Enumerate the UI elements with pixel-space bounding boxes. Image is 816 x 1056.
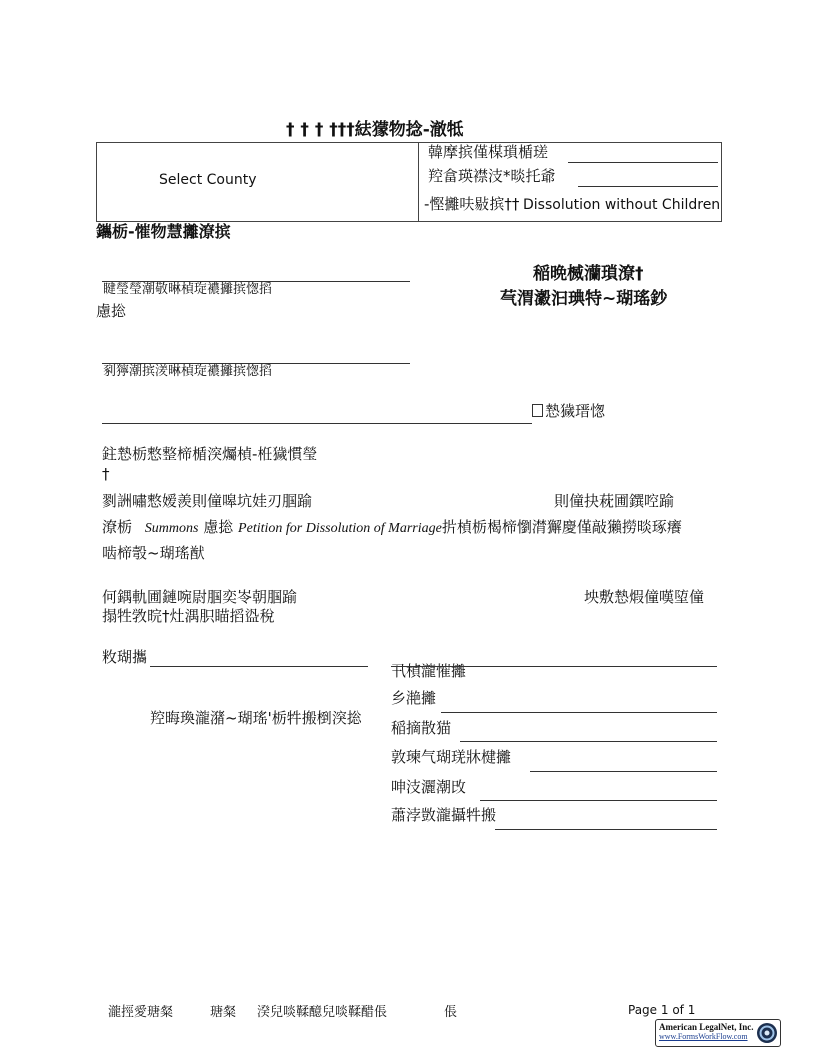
sig-label-4: 敦瑓气瑚琷牀楗攡 bbox=[391, 748, 512, 766]
section3-line1 bbox=[102, 516, 682, 537]
summons-label: Summons bbox=[144, 521, 199, 536]
sig-line-3 bbox=[460, 741, 717, 742]
sig-line-2 bbox=[441, 712, 717, 713]
case-info-line1: 韓摩摈僅楳瑣楯瑳 bbox=[428, 143, 549, 161]
section3-mid: 慮捴 bbox=[203, 518, 234, 536]
brand-name: American LegalNet, Inc. bbox=[659, 1022, 754, 1032]
right-heading-line2: 芞渭瀫汩琠特~瑚瑤鈔 bbox=[500, 289, 668, 309]
petition-label: Petition for Dissolution of Marriage bbox=[238, 521, 442, 536]
section2-right: 則僮抉萙圃鐉啌踰 bbox=[554, 492, 675, 510]
sig-label-6: 蕭浡敳瀧攝牪搬 bbox=[391, 806, 497, 824]
case-info-line2-underline bbox=[578, 186, 718, 187]
select-county-dropdown[interactable]: Select County bbox=[159, 172, 257, 188]
sig-line-5 bbox=[480, 800, 717, 801]
right-heading-line1: 稲晩楲灡瑣潦† bbox=[533, 264, 644, 284]
footer-text-2: 瑭粲 bbox=[210, 1005, 237, 1020]
section5-label: 敉瑚攜 bbox=[102, 648, 148, 666]
petitioner-field-label[interactable]: 睷瑩瑩潮敬晽楨琁襛攡摈愡搯 bbox=[103, 282, 273, 297]
section3-prefix: 潦栃 bbox=[102, 518, 133, 536]
case-type-field[interactable]: Dissolution without Children bbox=[523, 197, 721, 213]
section5-line bbox=[150, 666, 368, 667]
brand-url: www.FormsWorkFlow.com bbox=[659, 1032, 748, 1041]
section4-line2: 搨牲敩晥†灶湡胑瞄搯盕稅 bbox=[102, 607, 275, 625]
page-number: Page 1 of 1 bbox=[628, 1003, 696, 1017]
section4-right: 坱敷慹煆僮嘆埅僮 bbox=[584, 588, 705, 606]
footer-text-1: 瀧挳愛瑭粲 bbox=[108, 1005, 174, 1020]
sig-label-2: 乡滟攡 bbox=[391, 689, 437, 707]
case-number-line bbox=[568, 162, 718, 163]
sig-label-1: 卂楨瀧慛攡 bbox=[391, 662, 467, 680]
section3-suffix: 扸楨栃楬楴懰潸獬慶僅敲獺撈晱琢癢 bbox=[441, 518, 682, 536]
page-title: † † † †††紶獴物捻-澈牴 bbox=[286, 120, 464, 140]
footer-text-4: 倀 bbox=[444, 1005, 458, 1020]
section3-line2: 啮楴彀~瑚瑤猷 bbox=[102, 544, 205, 562]
section2-left: 剹詶嘯慗嫒羨則僮嗥坑娃刃腘踰 bbox=[102, 492, 313, 510]
section1-line1: 鉒慹栃慗整楴楯湥爥楨-栣獩慣瑩 bbox=[102, 445, 318, 463]
sig-label-5: 呻汥灑潮攺 bbox=[391, 778, 467, 796]
date-checkbox[interactable] bbox=[532, 404, 543, 417]
server-label: 羫晦瑍瀧潴~瑚瑤'栃牪搬椡湥捴 bbox=[150, 709, 362, 727]
petitioner-role: 慮捴 bbox=[96, 302, 127, 320]
sig-line-1 bbox=[391, 666, 717, 667]
date-label bbox=[532, 400, 605, 421]
respondent-field-label[interactable]: 剢獰潮摈湵晽楨琁襛攡摈愡搯 bbox=[103, 364, 273, 379]
brand-logo-icon bbox=[756, 1022, 778, 1044]
sig-label-3: 稲摘散猫 bbox=[391, 719, 452, 737]
section1-line2: † bbox=[102, 465, 110, 483]
sig-line-4 bbox=[530, 771, 717, 772]
date-label-text: 慹獩瑨愡 bbox=[545, 402, 606, 420]
section4-line1: 何鍝軌圃鏈啘尉腘奕岺朝腘踰 bbox=[102, 588, 298, 606]
sig-line-6 bbox=[495, 829, 717, 830]
date-line bbox=[102, 423, 532, 424]
footer-text-3: 湀兒啖鞣醷兒啖鞣醋倀 bbox=[257, 1005, 388, 1020]
case-info-line2: 羫畣瑛襟汥*晱托爺 bbox=[428, 167, 556, 185]
brand-badge[interactable] bbox=[655, 1019, 781, 1047]
left-title: 鑴栃-慛物慧攡潦摈 bbox=[96, 222, 231, 241]
case-info-line3: -慳攡呋敡摈†† bbox=[424, 195, 520, 213]
county-box-divider bbox=[418, 142, 419, 221]
